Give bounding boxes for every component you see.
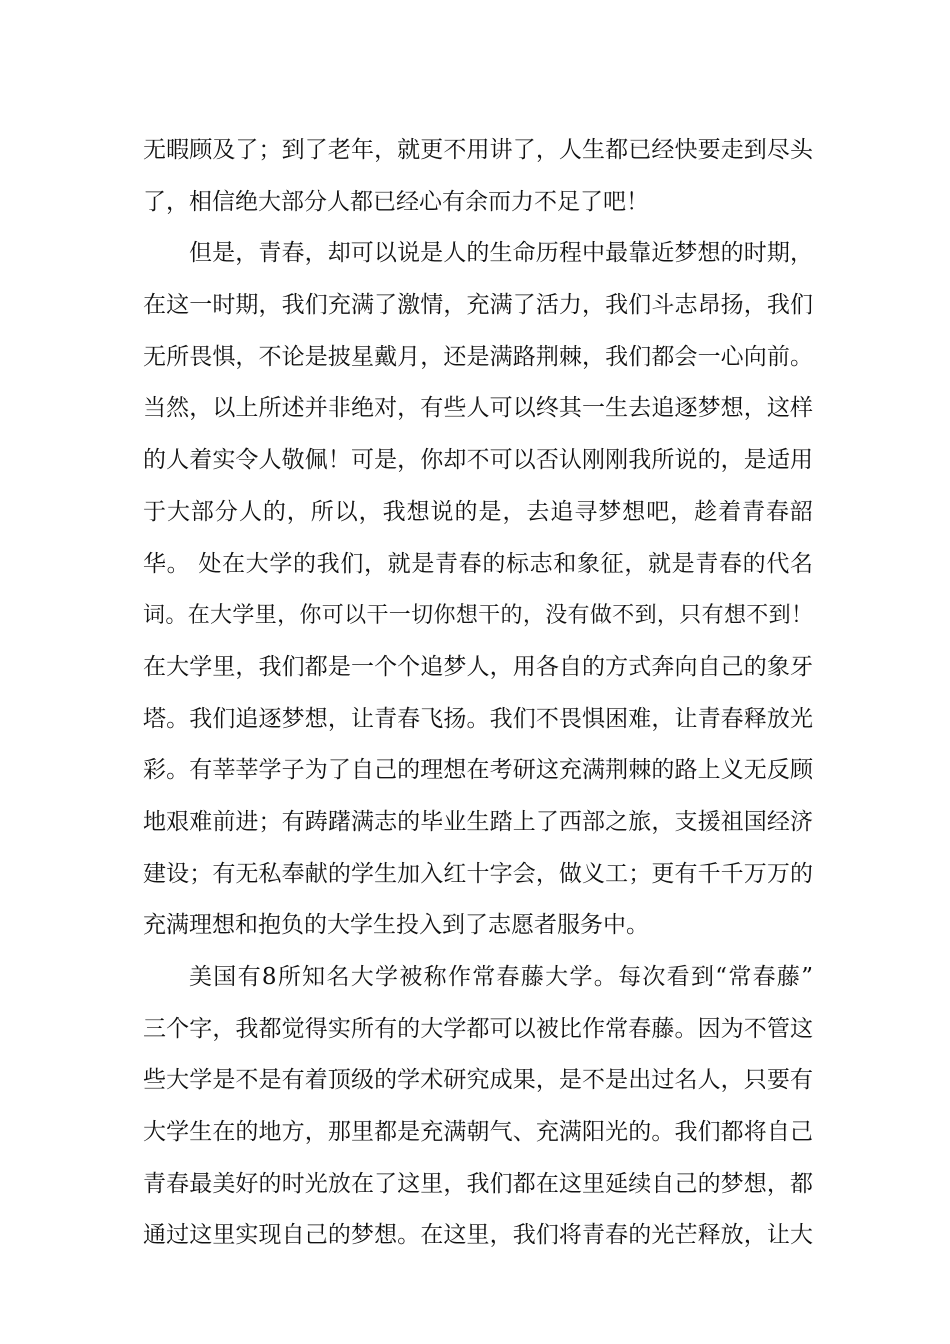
- text-line: 三个字，我都觉得实所有的大学都可以被比作常春藤。因为不管这: [143, 1015, 813, 1042]
- text-line: 了，相信绝大部分人都已经心有余而力不足了吧！: [143, 188, 649, 215]
- text-line: 青春最美好的时光放在了这里，我们都在这里延续自己的梦想，都: [143, 1170, 813, 1197]
- text-line: 些大学是不是有着顶级的学术研究成果，是不是出过名人，只要有: [143, 1067, 813, 1094]
- text-line: 当然，以上所述并非绝对，有些人可以终其一生去追逐梦想，这样: [143, 395, 813, 422]
- text-line: 在这一时期，我们充满了激情，充满了活力，我们斗志昂扬，我们: [143, 292, 813, 319]
- text-line: 美国有8所知名大学被称作常春藤大学。每次看到“常春藤”: [189, 964, 813, 990]
- text-line: 华。 处在大学的我们，就是青春的标志和象征，就是青春的代名: [143, 550, 813, 577]
- text-line: 但是，青春，却可以说是人的生命历程中最靠近梦想的时期，: [189, 240, 813, 267]
- text-line: 充满理想和抱负的大学生投入到了志愿者服务中。: [143, 912, 649, 939]
- text-line: 在大学里，我们都是一个个追梦人，用各自的方式奔向自己的象牙: [143, 653, 813, 680]
- text-line: 地艰难前进；有踌躇满志的毕业生踏上了西部之旅，支援祖国经济: [143, 808, 813, 835]
- text-line: 的人着实令人敬佩！可是，你却不可以否认刚刚我所说的，是适用: [143, 447, 813, 474]
- text-line: 塔。我们追逐梦想，让青春飞扬。我们不畏惧困难，让青春释放光: [143, 705, 813, 732]
- body-text: [143, 125, 813, 1262]
- text-line: 无所畏惧，不论是披星戴月，还是满路荆棘，我们都会一心向前。: [143, 343, 813, 370]
- text-line: 词。在大学里，你可以干一切你想干的，没有做不到，只有想不到！: [143, 603, 813, 629]
- text-line: 于大部分人的，所以，我想说的是，去追寻梦想吧，趁着青春韶: [143, 498, 813, 525]
- text-line: 建设；有无私奉献的学生加入红十字会，做义工；更有千千万万的: [143, 860, 813, 887]
- text-line: 彩。有莘莘学子为了自己的理想在考研这充满荆棘的路上义无反顾: [143, 757, 813, 784]
- text-line: 无暇顾及了；到了老年，就更不用讲了，人生都已经快要走到尽头: [143, 137, 813, 163]
- text-line: 大学生在的地方，那里都是充满朝气、充满阳光的。我们都将自己: [143, 1119, 813, 1146]
- text-line: 通过这里实现自己的梦想。在这里，我们将青春的光芒释放，让大: [143, 1222, 813, 1249]
